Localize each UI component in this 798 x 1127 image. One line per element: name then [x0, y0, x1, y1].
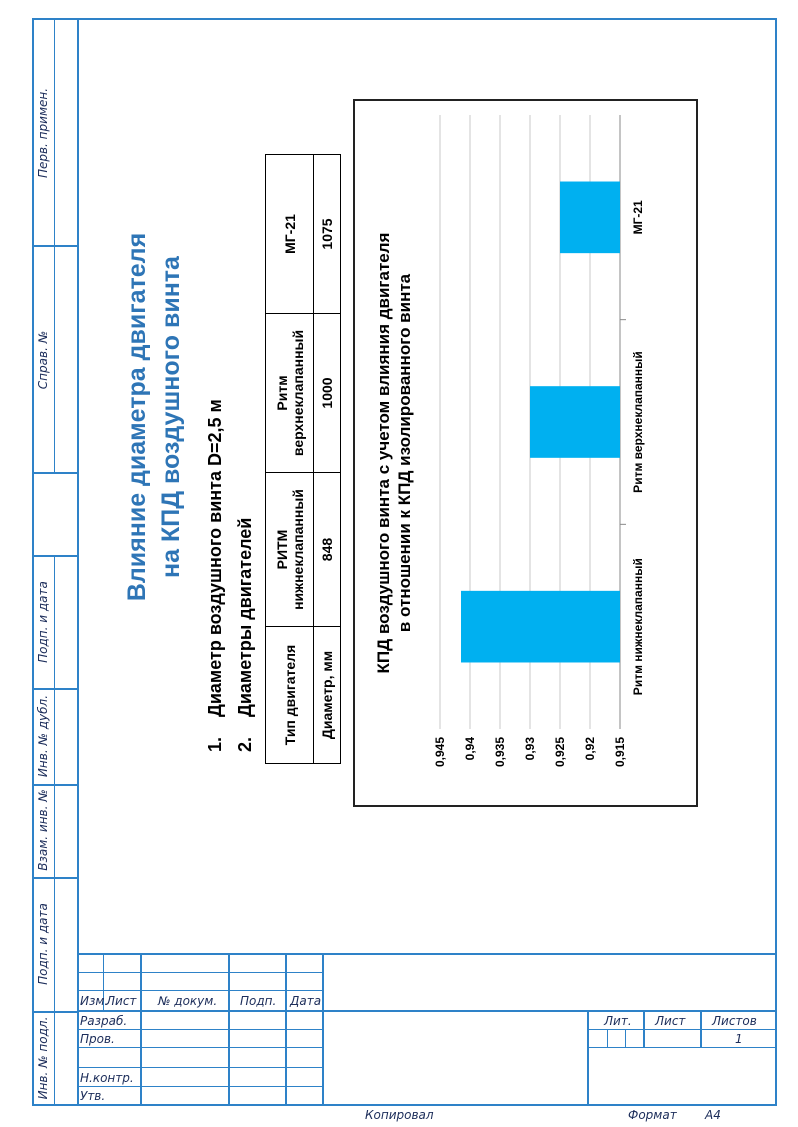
- y-tick-label: 0,94: [463, 737, 477, 761]
- label-podp-data-top: Подп. и дата: [36, 581, 50, 663]
- tb-format-value: А4: [705, 1108, 721, 1122]
- tb-kopiroval: Копировал: [365, 1108, 434, 1122]
- list-number: 2.: [235, 736, 255, 752]
- tb-list: Лист: [106, 994, 137, 1008]
- bar: [461, 591, 620, 663]
- tb-prov: Пров.: [80, 1032, 115, 1046]
- table-cell-engine-1: [266, 473, 314, 627]
- list-item-1: [205, 399, 226, 752]
- table-cell-diameter-3: 1075: [314, 155, 341, 314]
- table-row-label: Диаметр, мм: [314, 627, 341, 764]
- tb-n-kontr: Н.контр.: [80, 1071, 134, 1085]
- engine-1-line1: РИТМ: [273, 529, 290, 570]
- engine-table: [265, 154, 341, 764]
- y-tick-label: 0,935: [493, 737, 507, 768]
- title-line-2: на КПД воздушного винта: [157, 256, 185, 578]
- x-tick-label: Ритм верхнеклапанный: [631, 351, 645, 493]
- y-tick-label: 0,93: [523, 737, 537, 761]
- y-tick-label: 0,92: [583, 737, 597, 761]
- tb-list2: Лист: [655, 1014, 686, 1028]
- table-cell-engine-3: [266, 155, 314, 314]
- list-text: Диаметр воздушного винта D=2,5 м: [205, 399, 225, 717]
- list-number: 1.: [205, 736, 225, 752]
- list-text: Диаметры двигателей: [235, 517, 255, 717]
- engine-2-line2: верхнеклапанный: [289, 329, 306, 457]
- chart-box: [353, 99, 698, 807]
- tb-data: Дата: [290, 994, 322, 1008]
- tb-podp: Подп.: [240, 994, 277, 1008]
- engine-1-line2: нижнеклапанный: [289, 489, 306, 610]
- x-tick-label: МГ-21: [631, 200, 645, 235]
- y-tick-label: 0,915: [613, 737, 627, 768]
- tb-razrab: Разраб.: [80, 1014, 128, 1028]
- bar: [560, 182, 620, 254]
- bar: [530, 386, 620, 458]
- tb-listov: Листов: [712, 1014, 757, 1028]
- table-row: [266, 155, 314, 764]
- table-cell-diameter-1: 848: [314, 473, 341, 627]
- label-perv-primen: Перв. примен.: [36, 87, 50, 179]
- table-cell-engine-2: [266, 314, 314, 473]
- x-tick-label: Ритм нижнеклапанный: [631, 558, 645, 696]
- chart-svg: [355, 101, 696, 805]
- slide-title: [120, 127, 188, 707]
- table-cell-diameter-2: 1000: [314, 314, 341, 473]
- engine-3-line1: МГ-21: [281, 214, 298, 254]
- tb-izm: Изм.: [80, 994, 109, 1008]
- tb-utv: Утв.: [80, 1089, 106, 1103]
- label-podp-data-bottom: Подп. и дата: [36, 903, 50, 985]
- label-inv-no-podl: Инв. № подл.: [36, 1016, 50, 1100]
- tb-no-dokum: № докум.: [158, 994, 218, 1008]
- label-inv-no-dubl: Инв. № дубл.: [36, 694, 50, 778]
- list-item-2: [235, 518, 256, 752]
- chart-title-line-1: КПД воздушного винта с учетом влияния двигателя: [374, 232, 393, 674]
- table-header-label: Тип двигателя: [266, 627, 314, 764]
- label-sprav-no: Справ. №: [36, 330, 50, 390]
- engine-2-line1: Ритм: [273, 375, 290, 411]
- y-tick-label: 0,925: [553, 737, 567, 768]
- label-vzam-inv-no: Взам. инв. №: [36, 789, 50, 871]
- table-row: [314, 155, 341, 764]
- tb-lit: Лит.: [604, 1014, 632, 1028]
- title-line-1: Влияние диаметра двигателя: [123, 232, 151, 602]
- tb-format: Формат: [628, 1108, 677, 1122]
- chart-title-line-2: в отношении к КПД изолированного винта: [395, 273, 414, 633]
- tb-listov-value: 1: [735, 1032, 743, 1046]
- y-tick-label: 0,945: [433, 737, 447, 768]
